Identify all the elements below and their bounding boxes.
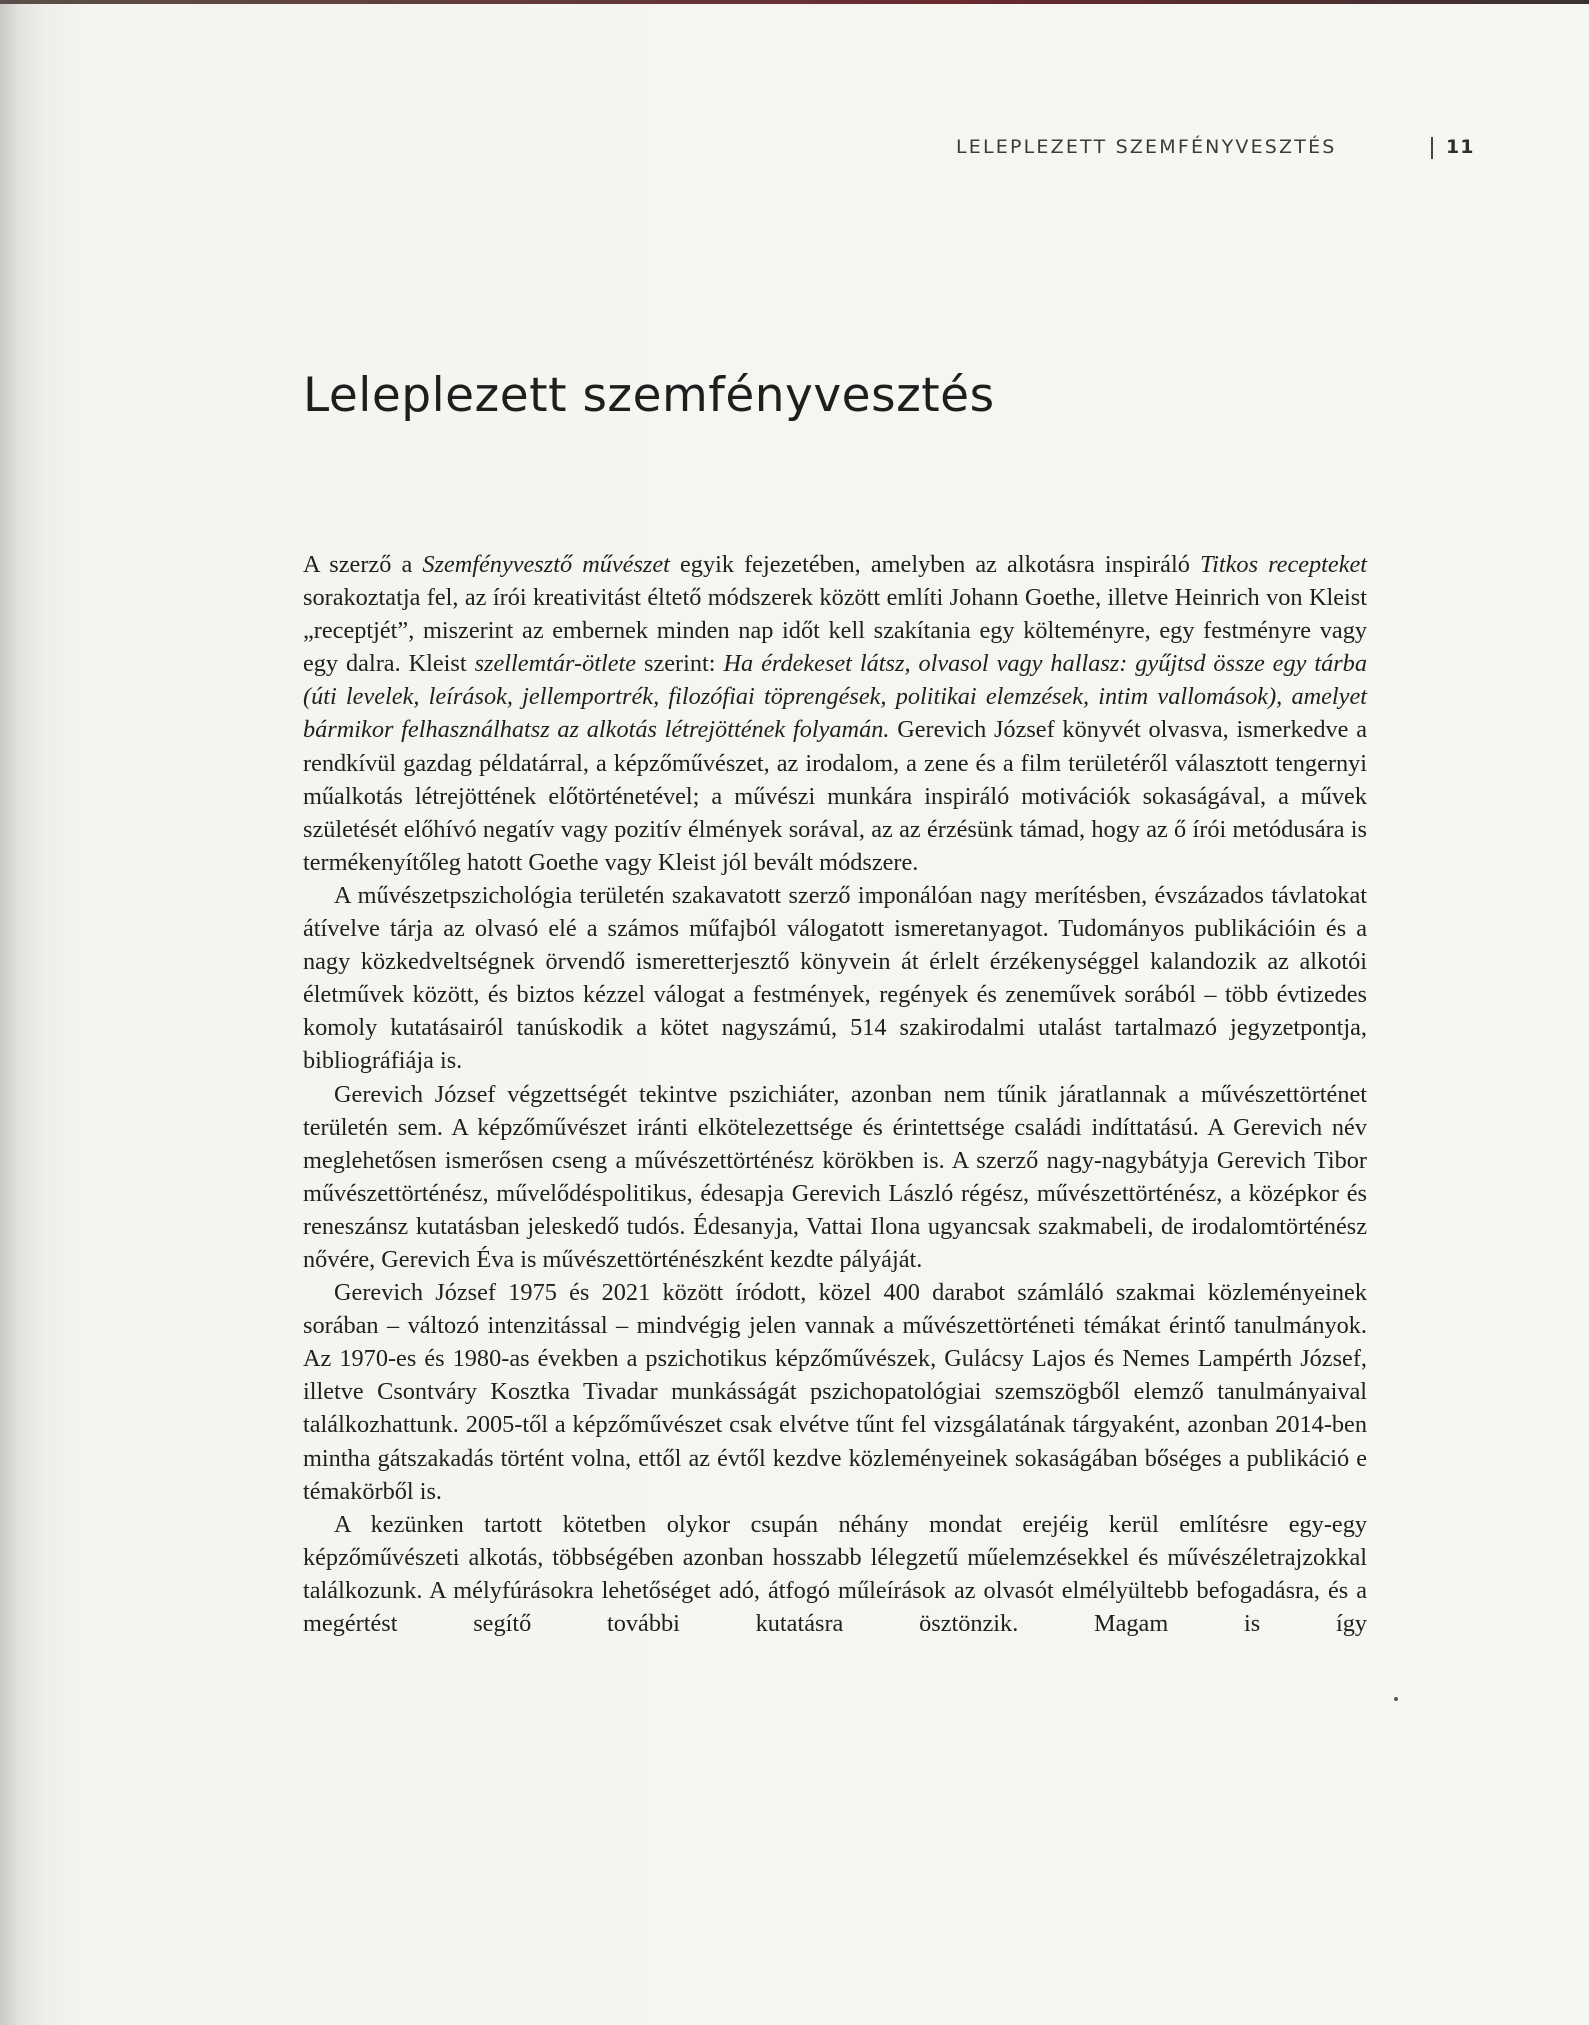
page-top-edge	[0, 0, 1589, 4]
italic-run: Ha érdekeset látsz, olvasol vagy hallasz: gyűjtsd össze egy tárba (úti levelek, leírások, jellemportrék, filozófiai töprengések, politikai elemzések, intim vallomások), amelyet bármikor felhasználhatsz az alkotás létrejöttének folyamán.	[303, 650, 1367, 744]
margin-mark	[1394, 1697, 1398, 1701]
text-run: A kezünken tartott kötetben olykor csupán néhány mondat erejéig kerül említésre egy-egy képzőművészeti alkotás, többségében azonban hosszabb lélegzetű műelemzésekkel és művészéletrajzokkal találkozunk. A mélyfúrásokra lehetőséget adó, átfogó műleírások az olvasót elmélyültebb befogadásra, és a megértést segítő további kutatásra ösztönzik. Magam is így	[303, 1510, 1367, 1637]
text-run: sorakoztatja fel, az írói kreativitást éltető módszerek között említi Johann Goethe, illetve Heinrich von Kleist „receptjét”, miszerint az embernek minden nap időt kell szakítania egy költeményre, egy festményre vagy egy dalra. Kleist	[303, 584, 1367, 678]
chapter-title: Leleplezett szemfényvesztés	[303, 368, 995, 423]
header-separator	[1431, 137, 1433, 159]
text-run: szerint:	[636, 650, 724, 678]
paragraph	[303, 1078, 1367, 1277]
page-number: 11	[1446, 136, 1475, 158]
italic-run: Szemfényvesztő művészet	[422, 551, 670, 578]
paragraph	[303, 1508, 1367, 1640]
paragraph	[303, 1276, 1367, 1508]
paragraph	[303, 548, 1367, 879]
italic-run: Titkos recepteket	[1199, 551, 1368, 578]
text-run: Gerevich József végzettségét tekintve pszichiáter, azonban nem tűnik járatlannak a művészettörténet területén sem. A képzőművészet iránti elkötelezettsége és érintettsége családi indíttatású. A Gerevich név meglehetősen ismerősen cseng a művészettörténész körökben is. A szerző nagy-nagybátyja Gerevich Tibor művészettörténész, művelődéspolitikus, édesapja Gerevich László régész, művészettörténész, a középkor és reneszánsz kutatásban jeleskedő tudós. Édesanyja, Vattai Ilona ugyancsak szakmabeli, de irodalomtörténész nővére, Gerevich Éva is művészettörténészként kezdte pályáját.	[303, 1080, 1367, 1273]
text-run: A szerző a	[303, 551, 423, 578]
paragraph	[303, 879, 1367, 1078]
italic-run: szellemtár-ötlete	[474, 650, 637, 678]
text-run: A művészetpszichológia területén szakavatott szerző imponálóan nagy merítésben, évszázados távlatokat átívelve tárja az olvasó elé a számos műfajból válogatott ismeretanyagot. Tudományos publikációin és a nagy közkedveltségnek örvendő ismeretterjesztő könyvein át érlelt érzékenységgel kalandozik az alkotói életművek között, és biztos kézzel válogat a festmények, regények és zeneművek sorából – több évtizedes komoly kutatásairól tanúskodik a kötet nagyszámú, 514 szakirodalmi utalást tartalmazó jegyzetpontja, bibliográfiája is.	[303, 881, 1367, 1075]
text-run: egyik fejezetében, amelyben az alkotásra inspiráló	[669, 551, 1200, 578]
running-header: LELEPLEZETT SZEMFÉNYVESZTÉS	[956, 136, 1337, 158]
body-text	[303, 548, 1367, 1640]
text-run: Gerevich József könyvét olvasva, ismerkedve a rendkívül gazdag példatárral, a képzőművészet, az irodalom, a zene és a film területéről választott tengernyi műalkotás létrejöttének előtörténetével; a művészi munkára inspiráló motivációk sokaságával, a művek születését előhívó negatív vagy pozitív élmények sorával, az az érzésünk támad, hogy az ő írói metódusára is termékenyítőleg hatott Goethe vagy Kleist jól bevált módszere.	[303, 716, 1367, 876]
text-run: Gerevich József 1975 és 2021 között íródott, közel 400 darabot számláló szakmai közleményeinek sorában – változó intenzitással – mindvégig jelen vannak a művészettörténeti témákat érintő tanulmányok. Az 1970-es és 1980-as években a pszichotikus képzőművészek, Gulácsy Lajos és Nemes Lampérth József, illetve Csontváry Kosztka Tivadar munkásságát pszichopatológiai szemszögből elemző tanulmányaival találkozhattunk. 2005-től a képzőművészet csak elvétve tűnt fel vizsgálatának tárgyaként, azonban 2014-ben mintha gátszakadás történt volna, ettől az évtől kezdve közleményeinek sokaságában bőséges a publikáció e témakörből is.	[303, 1279, 1367, 1505]
